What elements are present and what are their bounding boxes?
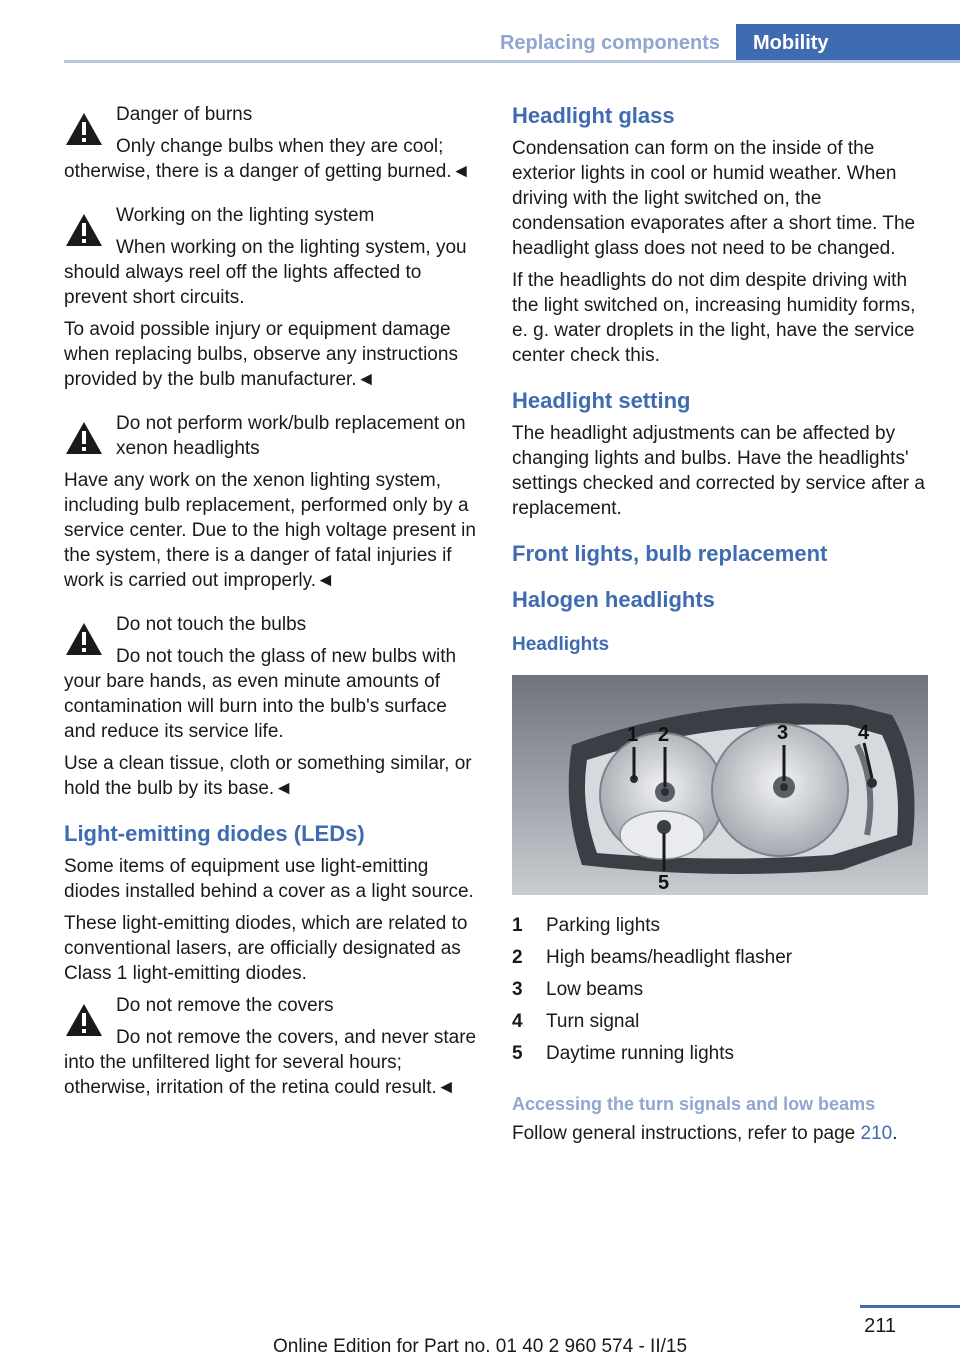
legend-item: [512, 942, 928, 974]
warning-triangle-icon: [64, 1002, 104, 1038]
paragraph: Some items of equipment use light-emitting diodes installed behind a cover as a light source.: [64, 856, 474, 902]
warning-text-continued: To avoid possible injury or equipment damage when replacing bulbs, observe any instructions provided by the bulb manufacturer.◄: [64, 319, 458, 390]
subheading-headlights: Headlights: [512, 634, 610, 655]
legend-number: 5: [512, 1043, 523, 1064]
warning-title: Danger of burns: [116, 104, 253, 125]
paragraph: The headlight adjustments can be affected by changing lights and bulbs. Have the headlights' settings checked and corrected by service after a replacement.: [512, 423, 925, 519]
warning-triangle-icon: [64, 111, 104, 147]
warning-title: Do not remove the covers: [116, 995, 334, 1016]
figure-label-4: 4: [858, 722, 870, 744]
legend-label: Daytime running lights: [546, 1043, 734, 1064]
access-text-end: .: [892, 1123, 898, 1144]
warning-text: Do not remove the covers, and never stare into the unfiltered light for several hours; otherwise, irritation of the retina could result.◄: [64, 1027, 477, 1098]
warning-text: When working on the lighting system, you should always reel off the lights affected to prevent short circuits.: [64, 237, 467, 308]
section-heading-leds: Light-emitting diodes (LEDs): [64, 821, 365, 846]
legend-item: [512, 974, 928, 1006]
warning-text: Have any work on the xenon lighting system, including bulb replacement, performed only by a service center. Due to the high voltage present in the system, there is a danger of fatal injuries if work is carried out improperly.◄: [64, 470, 476, 591]
warning-do-not-remove-covers: [64, 993, 480, 1100]
warning-title: Do not touch the bulbs: [116, 614, 307, 635]
headlight-figure: [512, 675, 928, 895]
figure-label-3: 3: [777, 722, 789, 744]
legend-number: 1: [512, 915, 523, 936]
legend-label: Low beams: [546, 979, 644, 1000]
legend-item: [512, 1038, 928, 1070]
warning-title: Working on the lighting system: [116, 205, 375, 226]
header-rule: [64, 60, 960, 63]
left-column: [64, 102, 480, 1107]
warning-triangle-icon: [64, 621, 104, 657]
section-heading-headlight-setting: Headlight setting: [512, 388, 691, 413]
warning-danger-of-burns: [64, 102, 480, 184]
warning-triangle-icon: [64, 420, 104, 456]
paragraph-access: [512, 1121, 928, 1146]
legend-label: High beams/headlight flasher: [546, 947, 793, 968]
warning-text: Do not touch the glass of new bulbs with your bare hands, as even minute amounts of contamination will burn into the bulb's surface and reduce its service life.: [64, 646, 457, 742]
paragraph: Condensation can form on the inside of the exterior lights in cool or humid weather. When driving with the light switched on, the condensation evaporates after a short time. The headlight glass does not need to be changed.: [512, 138, 916, 259]
running-header-section: Replacing components: [499, 32, 720, 54]
warning-lighting-system: [64, 203, 480, 310]
warning-title: Do not perform work/bulb replacement on xenon headlights: [116, 413, 466, 459]
footer-rule: [860, 1305, 960, 1308]
figure-label-5: 5: [658, 872, 670, 894]
legend-number: 2: [512, 947, 523, 968]
page-reference-link[interactable]: 210: [860, 1123, 893, 1144]
legend-item: [512, 910, 928, 942]
section-heading-headlight-glass: Headlight glass: [512, 103, 675, 128]
right-column: [512, 102, 928, 1153]
paragraph: If the headlights do not dim despite driving with the light switched on, increasing humidity forms, e. g. water droplets in the light, have the service center check this.: [512, 270, 916, 366]
warning-text: Only change bulbs when they are cool; otherwise, there is a danger of getting burned.◄: [64, 136, 471, 182]
warning-do-not-touch-bulbs: [64, 612, 480, 744]
chapter-tab: Mobility: [736, 24, 960, 63]
legend-item: [512, 1006, 928, 1038]
figure-label-1: 1: [627, 724, 639, 746]
section-heading-halogen: Halogen headlights: [512, 587, 715, 612]
legend-number: 4: [512, 1011, 523, 1032]
figure-legend: [512, 910, 928, 1070]
figure-label-2: 2: [658, 724, 670, 746]
edition-line: Online Edition for Part no. 01 40 2 960 574 - II/15: [272, 1336, 688, 1357]
subheading-accessing: Accessing the turn signals and low beams: [512, 1094, 876, 1114]
access-text: Follow general instructions, refer to page: [512, 1123, 861, 1144]
section-heading-front-lights: Front lights, bulb replacement: [512, 541, 828, 566]
legend-label: Turn signal: [546, 1011, 640, 1032]
warning-triangle-icon: [64, 212, 104, 248]
warning-xenon-headlights: [64, 411, 480, 461]
paragraph: These light-emitting diodes, which are related to conventional lasers, are officially designated as Class 1 light-emitting diodes.: [64, 913, 468, 984]
page-number: 211: [864, 1315, 896, 1337]
legend-label: Parking lights: [546, 915, 661, 936]
legend-number: 3: [512, 979, 523, 1000]
warning-text-continued: Use a clean tissue, cloth or something similar, or hold the bulb by its base.◄: [64, 753, 472, 799]
